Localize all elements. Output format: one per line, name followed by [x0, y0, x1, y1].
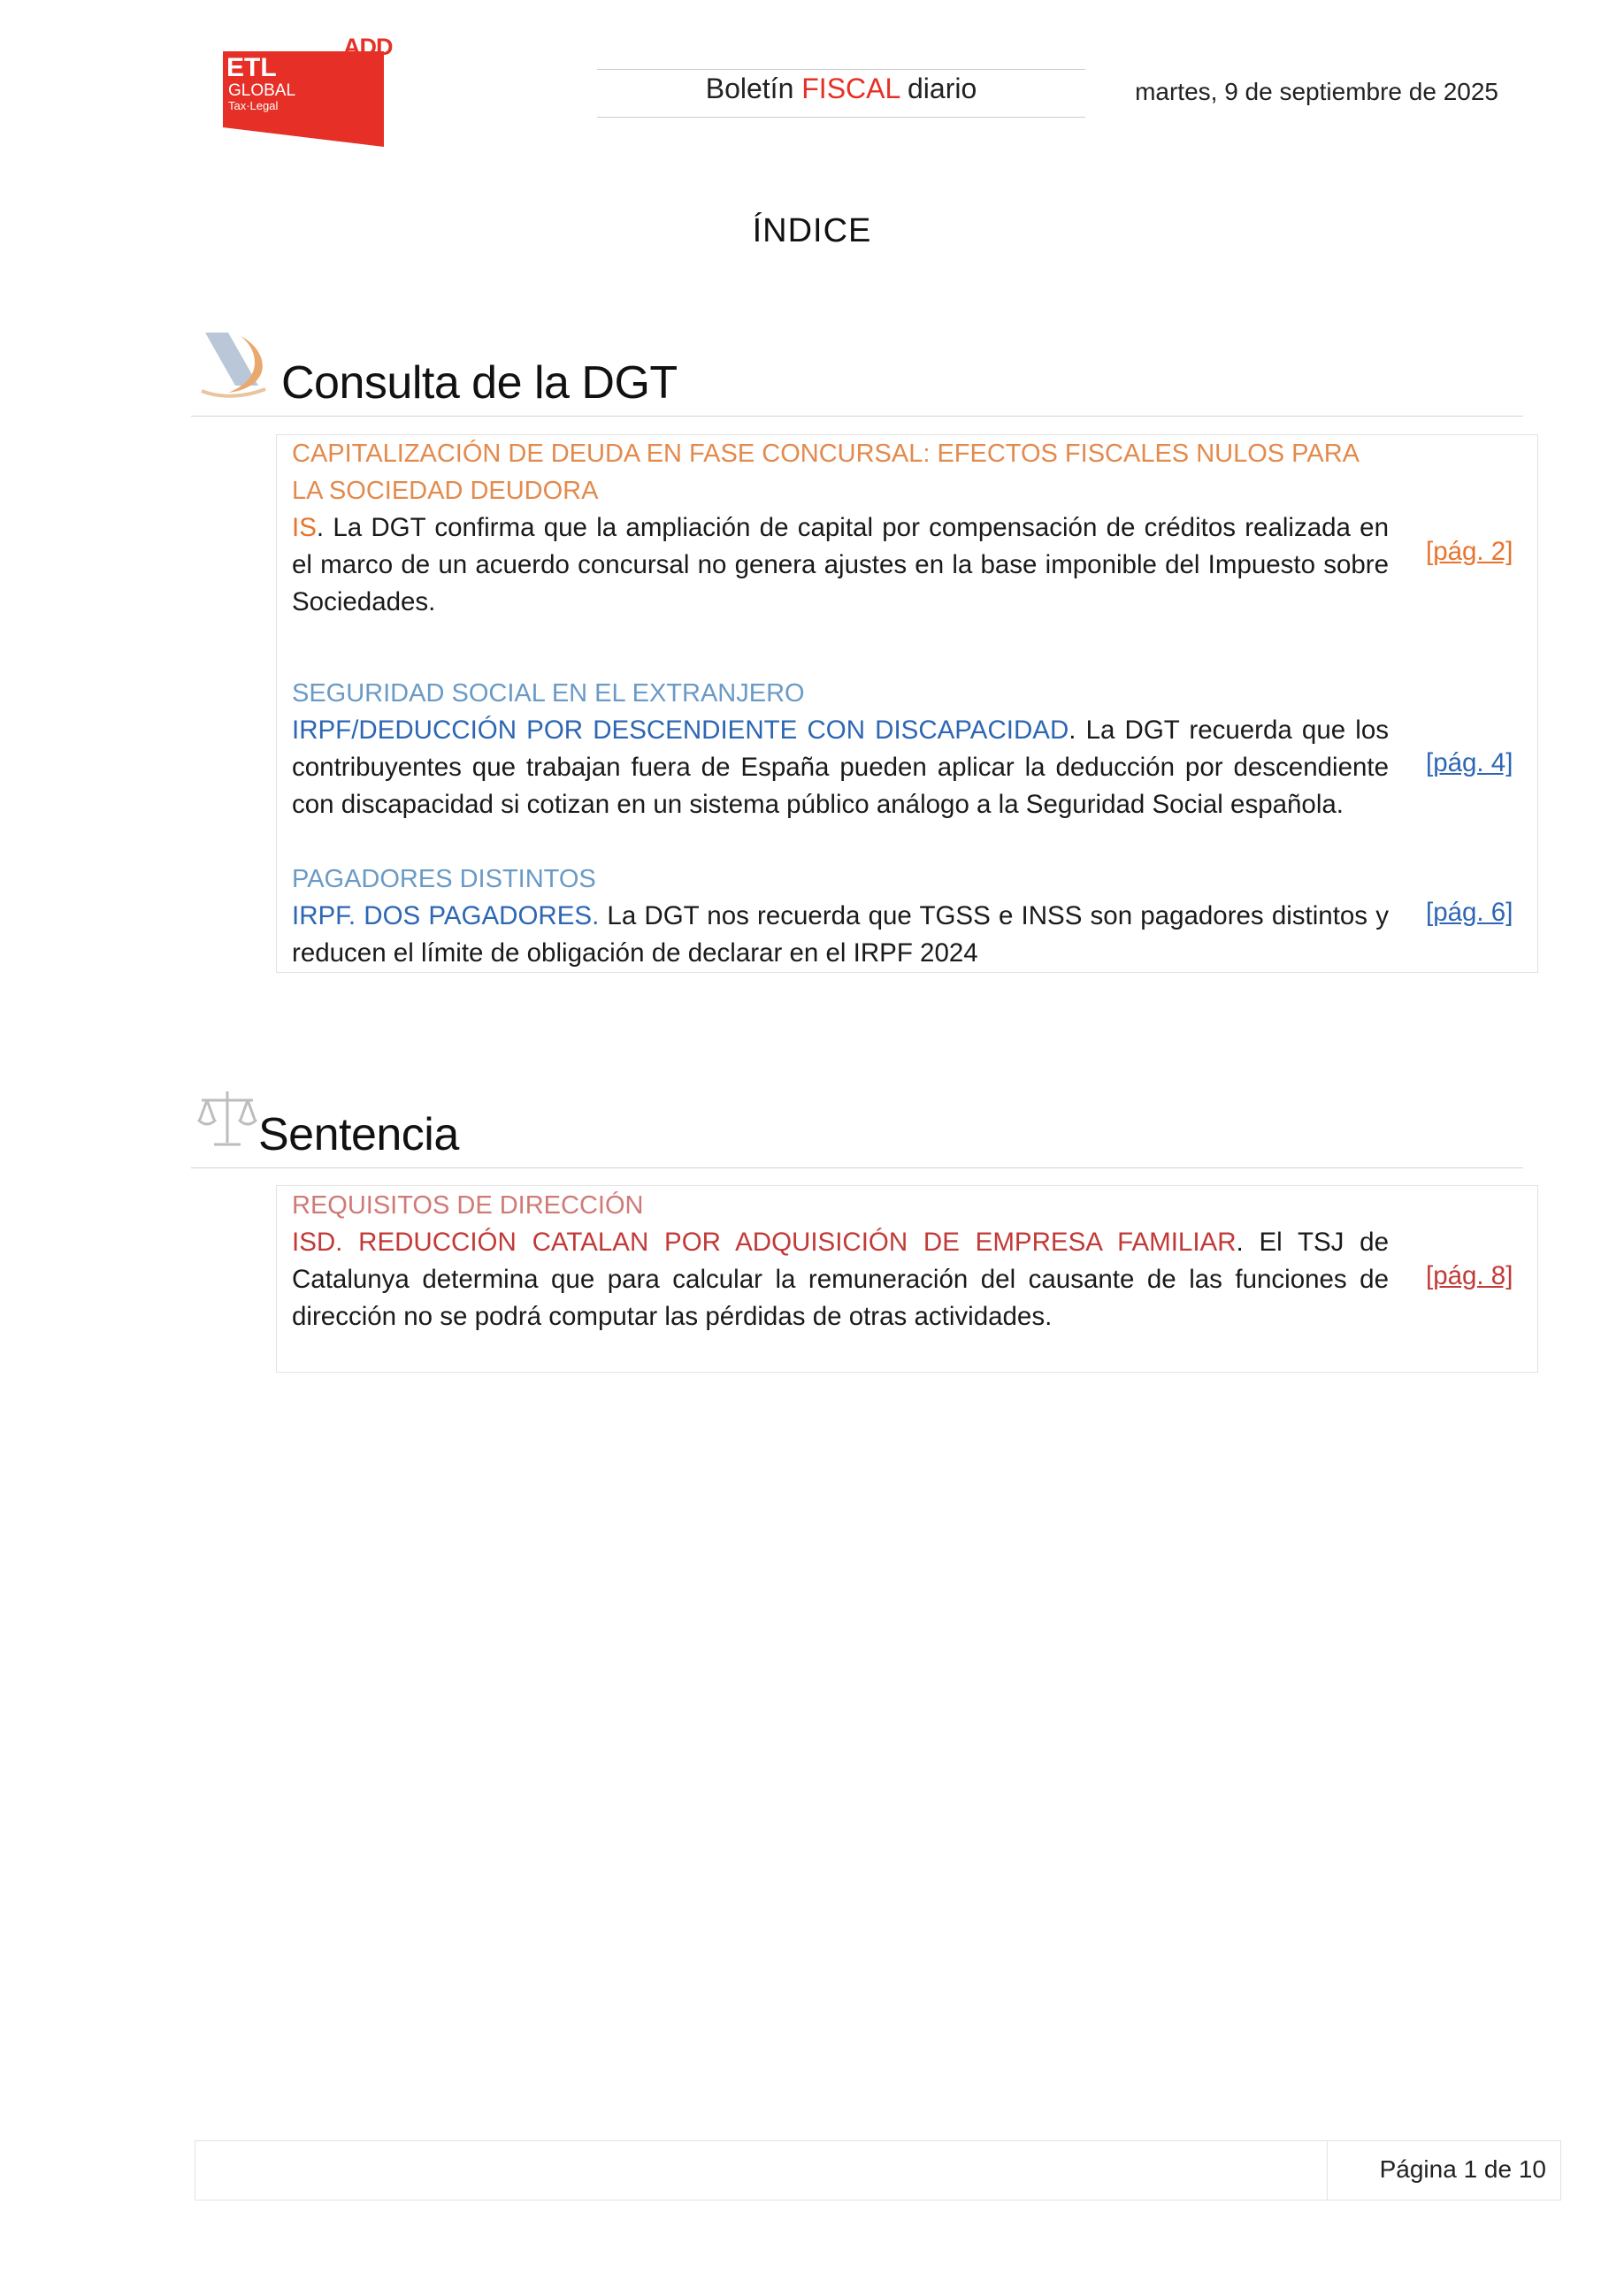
title-accent: FISCAL	[801, 73, 900, 104]
list-item	[292, 861, 1389, 972]
entry-lead: IS	[292, 513, 317, 542]
entry-text: La DGT nos recuerda que TGSS e INSS son pagadores distintos y reducen el límite de obligación de declarar en el IRPF 2024	[292, 901, 1389, 968]
section-title-sentencia: Sentencia	[258, 1109, 459, 1160]
logo-sub2: Tax·Legal	[228, 99, 279, 112]
bulletin-date: martes, 9 de septiembre de 2025	[1135, 78, 1498, 105]
title-prefix: Boletín	[705, 73, 802, 104]
list-item	[292, 675, 1389, 823]
section-title-dgt: Consulta de la DGT	[281, 357, 678, 409]
entry-label: SEGURIDAD SOCIAL EN EL EXTRANJERO	[292, 679, 805, 708]
footer-divider	[1327, 2141, 1328, 2200]
entry-lead: IRPF. DOS PAGADORES.	[292, 901, 600, 930]
page-link-8[interactable]: [pág. 8]	[1426, 1261, 1513, 1290]
page-link-6[interactable]: [pág. 6]	[1426, 898, 1513, 927]
logo-brand: ETL	[226, 53, 277, 82]
bulletin-title	[597, 73, 1085, 105]
etl-global-logo	[211, 34, 393, 147]
header-rule-bottom	[597, 117, 1085, 118]
entry-text: . La DGT recuerda que los contribuyentes que trabajan fuera de España pueden aplicar la deducción por descendiente con discapacidad si cotizan en un sistema público análogo a la Seguridad Social española.	[292, 716, 1389, 819]
page-number: Página 1 de 10	[1379, 2155, 1546, 2183]
header-rule-top	[597, 69, 1085, 70]
list-item	[292, 435, 1389, 621]
entry-lead: ISD. REDUCCIÓN CATALAN POR ADQUISICIÓN DE EMPRESA FAMILIAR	[292, 1228, 1237, 1257]
page-footer	[195, 2140, 1561, 2200]
tax-agency-logo-icon	[196, 327, 272, 400]
entry-label: REQUISITOS DE DIRECCIÓN	[292, 1191, 644, 1220]
section-rule-sentencia	[191, 1167, 1523, 1168]
page-link-4[interactable]: [pág. 4]	[1426, 748, 1513, 777]
scales-of-justice-icon	[195, 1086, 260, 1152]
section-rule-dgt	[191, 416, 1523, 417]
list-item	[292, 1187, 1389, 1336]
page-link-2[interactable]: [pág. 2]	[1426, 537, 1513, 566]
entry-label: PAGADORES DISTINTOS	[292, 865, 596, 893]
entry-lead: IRPF/DEDUCCIÓN POR DESCENDIENTE CON DISCAPACIDAD	[292, 716, 1069, 745]
entry-text: . La DGT confirma que la ampliación de capital por compensación de créditos realizada en el marco de un acuerdo concursal no genera ajustes en la base imponible del Impuesto sobre Sociedades.	[292, 513, 1389, 616]
entry-text: . El TSJ de Catalunya determina que para calcular la remuneración del causante de las funciones de dirección no se podrá computar las pérdidas de otras actividades.	[292, 1228, 1389, 1331]
title-suffix: diario	[900, 73, 977, 104]
index-title: ÍNDICE	[752, 212, 872, 249]
entry-label: CAPITALIZACIÓN DE DEUDA EN FASE CONCURSAL: EFECTOS FISCALES NULOS PARA LA SOCIEDAD DEUDORA	[292, 440, 1359, 505]
logo-tag: ADD	[343, 34, 393, 60]
logo-sub1: GLOBAL	[228, 81, 296, 100]
